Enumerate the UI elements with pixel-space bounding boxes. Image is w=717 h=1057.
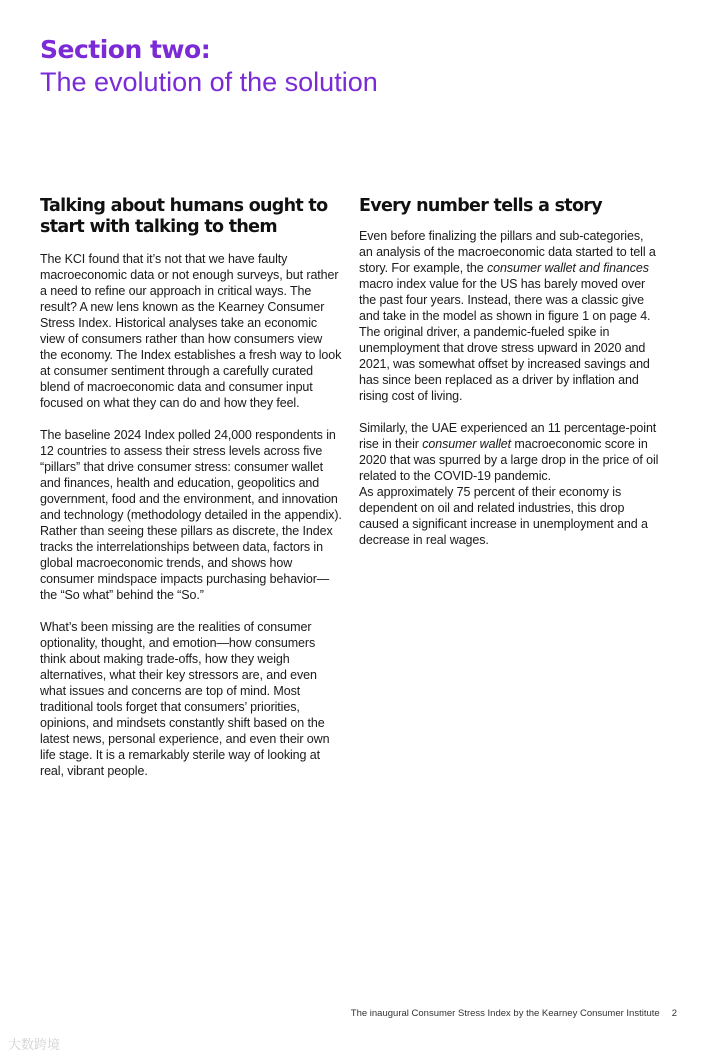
right-paragraph-2 bbox=[359, 420, 659, 484]
left-column bbox=[40, 196, 342, 795]
right-paragraph-1-text-b: macro index value for the US has barely moved over the past four years. Instead, there was a classic give and take in the model as shown in figure 1 on page 4. The original driver, a pandemic-fueled spike in unemployment that drove stress upward in 2020 and 2021, was somewhat offset by increased savings and has since been replaced as a driver by inflation and rising cost of living. bbox=[359, 277, 651, 403]
right-paragraph-2-text-a: Similarly, the UAE experienced an 11 percentage-point rise in their bbox=[359, 421, 657, 451]
right-column bbox=[359, 196, 659, 564]
right-paragraph-1 bbox=[359, 228, 659, 404]
right-paragraph-3: As approximately 75 percent of their economy is dependent on oil and related industries, this drop caused a significant increase in unemployment and a decrease in real wages. bbox=[359, 485, 648, 547]
right-paragraph-1-emphasis: consumer wallet and finances bbox=[486, 261, 649, 275]
page-number: 2 bbox=[671, 1008, 677, 1019]
section-title: The evolution of the solution bbox=[40, 67, 378, 97]
left-paragraph-2: The baseline 2024 Index polled 24,000 respondents in 12 countries to assess their stress levels across five “pillars” that drive consumer stress: consumer wallet and finances, health and education, geopolitics and government, food and the environment, and innovation and technology (methodology detailed in the appendix). Rather than seeing these pillars as discrete, the Index tracks the interrelationships between data, factors in global macroeconomic trends, and shows how consumer mindspace impacts purchasing behavior—the “So what” behind the “So.” bbox=[40, 428, 342, 602]
right-column-heading: Every number tells a story bbox=[359, 196, 602, 216]
footer-text: The inaugural Consumer Stress Index by the Kearney Consumer Institute bbox=[350, 1008, 660, 1019]
right-paragraph-2-emphasis: consumer wallet bbox=[422, 437, 512, 451]
page-footer bbox=[351, 1008, 677, 1020]
left-paragraph-3: What’s been missing are the realities of consumer optionality, thought, and emotion—how consumers think about making trade-offs, how they weigh alternatives, what their key stressors are, and even what issues and concerns are top of mind. Most traditional tools forget that consumers’ priorities, opinions, and mindsets constantly shift based on the latest news, personal experience, and even their own life stage. It is a remarkably sterile way of looking at real, vibrant people. bbox=[40, 620, 330, 778]
right-paragraph-2-text-b: macroeconomic score in 2020 that was spurred by a large drop in the price of oil related to the COVID-19 pandemic. bbox=[359, 437, 659, 483]
left-paragraph-1: The KCI found that it’s not that we have faulty macroeconomic data or not enough surveys, but rather a need to refine our approach in critical ways. The result? A new lens known as the Kearney Consumer Stress Index. Historical analyses take an economic view of consumers rather than how consumers view the economy. The Index establishes a fresh way to look at consumer sentiment through a carefully curated blend of macroeconomic data and consumer input focused on what they can do and how they feel. bbox=[40, 252, 342, 410]
right-paragraph-1-text-a: Even before finalizing the pillars and sub-categories, an analysis of the macroeconomic data started to tell a story. For example, the bbox=[359, 229, 656, 275]
watermark-text: 大数跨境 bbox=[8, 1038, 61, 1053]
watermark bbox=[8, 1034, 60, 1053]
section-label: Section two: bbox=[40, 35, 211, 64]
section-header bbox=[40, 34, 680, 97]
left-column-heading: Talking about humans ought to start with talking to them bbox=[40, 196, 328, 237]
